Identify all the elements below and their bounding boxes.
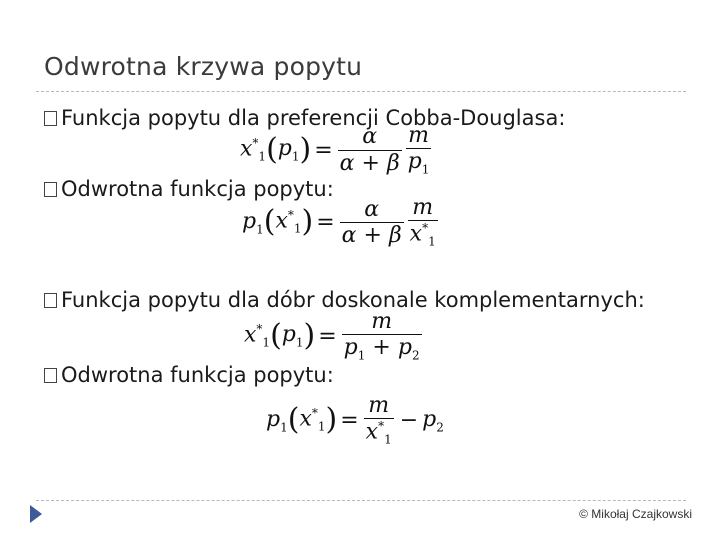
checkbox-bullet-icon bbox=[44, 368, 57, 383]
play-arrow-icon bbox=[30, 505, 42, 523]
f4-frac: $\frac{m}{x^*_1}$ bbox=[365, 393, 392, 447]
bullet-3 bbox=[44, 288, 645, 312]
formula-cobb-douglas-inverse: $p_1$ ( $x^*_1$ ) = $\frac{\alpha}{\alpha + \beta}$ $\frac{m}{x^*_1}$ bbox=[242, 195, 436, 249]
bullet-3-text: Funkcja popytu dla dóbr doskonale komplementarnych: bbox=[61, 288, 645, 312]
footer-divider bbox=[36, 500, 686, 501]
bullet-1-text: Funkcja popytu dla preferencji Cobba-Douglasa: bbox=[61, 106, 566, 130]
title-divider bbox=[36, 91, 686, 92]
formula-perfect-complements-inverse: $p_1$ ( $x^*_1$ ) = $\frac{m}{x^*_1}$ − $p_2$ bbox=[266, 393, 444, 447]
bullet-4 bbox=[44, 363, 334, 387]
f1-lhs: $x^*_1$ bbox=[240, 136, 267, 164]
checkbox-bullet-icon bbox=[44, 111, 57, 126]
f2-frac-1: $\frac{\alpha}{\alpha + \beta}$ bbox=[341, 196, 402, 248]
formula-perfect-complements-demand: $x^*_1$ ( $p_1$ ) = $\frac{m}{p_1 + p_2}$ bbox=[244, 309, 420, 363]
f1-frac-1: $\frac{\alpha}{\alpha + \beta}$ bbox=[339, 124, 400, 176]
bullet-4-text: Odwrotna funkcja popytu: bbox=[61, 363, 334, 387]
f1-frac-2: $\frac{m}{p_1}$ bbox=[407, 123, 430, 177]
slide-title: Odwrotna krzywa popytu bbox=[44, 52, 363, 81]
bullet-2-text: Odwrotna funkcja popytu: bbox=[61, 177, 334, 201]
formula-cobb-douglas-demand: $x^*_1$ ( $p_1$ ) = $\frac{\alpha}{\alpha + \beta}$ $\frac{m}{p_1}$ bbox=[240, 123, 430, 177]
checkbox-bullet-icon bbox=[44, 182, 57, 197]
checkbox-bullet-icon bbox=[44, 293, 57, 308]
copyright-text: © Mikołaj Czajkowski bbox=[579, 507, 692, 521]
f2-frac-2: $\frac{m}{x^*_1}$ bbox=[409, 195, 436, 249]
f3-frac: $\frac{m}{p_1 + p_2}$ bbox=[343, 309, 420, 363]
